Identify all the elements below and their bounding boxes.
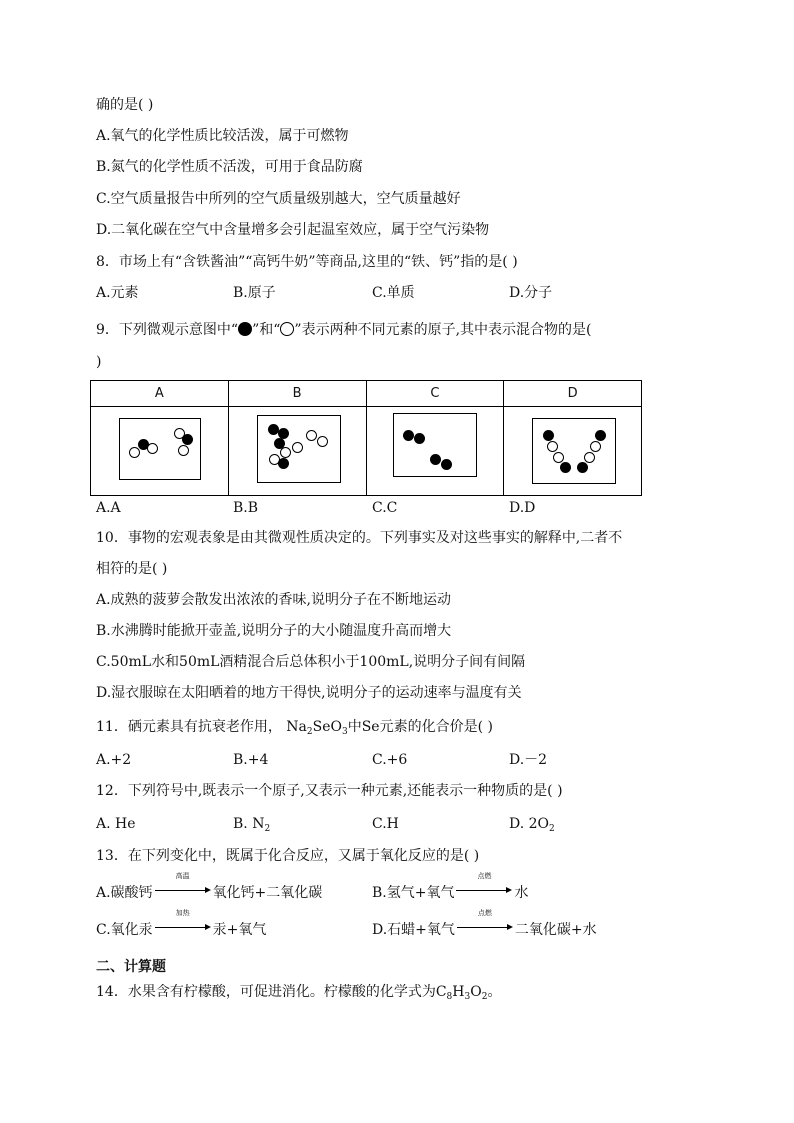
q9-diagram-c: [366, 407, 504, 496]
q9-stem: [96, 320, 591, 340]
q9-option-d: D.D: [509, 500, 536, 516]
q12-b-sub: 2: [264, 824, 271, 834]
q13-a-reactants: A.碳酸钙: [96, 885, 153, 901]
formula-sub-3: 3: [341, 727, 348, 737]
q12-b-prefix: B.: [233, 816, 253, 832]
white-atom-icon: [280, 322, 294, 336]
q11-option-d: D.－2: [509, 752, 548, 768]
formula-h-sub: 3: [464, 992, 471, 1002]
q9-option-b: B.B: [233, 500, 259, 516]
atom-white: [178, 445, 189, 456]
q10-option-b: B.水沸腾时能掀开壶盖,说明分子的大小随温度升高而增大: [96, 623, 452, 639]
q10-option-a: A.成熟的菠萝会散发出浓浓的香味,说明分子在不断地运动: [96, 592, 452, 608]
q11-stem-pre: 11．硒元素具有抗衰老作用，: [96, 719, 282, 735]
diagram-d-box: [532, 418, 616, 484]
q11-option-b: B.+4: [233, 752, 269, 768]
atom-black: [595, 430, 606, 441]
q13-a-products: 氧化钙+二氧化碳: [212, 885, 323, 901]
formula-na: Na: [286, 719, 307, 735]
q12-d-prefix: D.: [509, 816, 529, 832]
q9-stem-close: ): [96, 354, 102, 370]
q13-b-products: 水: [514, 885, 529, 901]
q7-option-b: B.氮气的化学性质不活泼，可用于食品防腐: [96, 159, 363, 175]
atom-white: [590, 441, 601, 452]
q9-stem-post: ”表示两种不同元素的原子,其中表示混合物的是(: [294, 322, 592, 338]
q11-stem: [96, 717, 493, 742]
atom-white: [292, 442, 303, 453]
atom-white: [547, 441, 558, 452]
q11-option-c: C.+6: [372, 752, 408, 768]
formula-c-sub: 8: [446, 992, 453, 1002]
formula-h: H: [452, 984, 465, 1000]
q7-option-c: C.空气质量报告中所列的空气质量级别越大，空气质量越好: [96, 191, 461, 207]
atom-black: [403, 430, 414, 441]
q9-diagram-a: [91, 407, 229, 496]
q13-b-reactants: B.氢气+氧气: [372, 885, 455, 901]
reaction-arrow-icon: [457, 909, 513, 932]
formula-sub-2: 2: [306, 727, 313, 737]
q10-option-d: D.湿衣服晾在太阳晒着的地方干得快,说明分子的运动速率与温度有关: [96, 685, 522, 701]
atom-white: [280, 447, 291, 458]
atom-black: [278, 458, 289, 469]
atom-black: [543, 430, 554, 441]
q12-option-b: [233, 814, 270, 839]
q13-d-products: 二氧化碳+水: [514, 922, 597, 938]
q13-c-condition: 加热: [175, 909, 190, 917]
reaction-arrow-icon: [155, 872, 211, 895]
atom-black: [414, 433, 425, 444]
q7-stem-tail: 确的是( ): [96, 97, 154, 113]
atom-black: [560, 462, 571, 473]
q8-option-b: B.原子: [233, 285, 276, 301]
atom-white: [306, 430, 317, 441]
q8-option-d: D.分子: [509, 285, 553, 301]
q7-option-d: D.二氧化碳在空气中含量增多会引起温室效应，属于空气污染物: [96, 222, 490, 238]
q14-stem: [96, 982, 501, 1007]
q13-option-d: [372, 909, 597, 940]
atom-black: [182, 434, 193, 445]
q10-stem-line1: 10．事物的宏观表象是由其微观性质决定的。下列事实及对这些事实的解释中,二者不: [96, 530, 623, 546]
q9-diagram-table: [90, 380, 642, 496]
formula-o: O: [470, 984, 482, 1000]
q13-a-condition: 高温: [175, 872, 190, 880]
q14-formula: [436, 984, 488, 1000]
section-title-calculation: 二、计算题: [96, 959, 166, 975]
q9-diagram-d: [504, 407, 642, 496]
q9-header-d: D: [504, 381, 642, 407]
q13-c-reactants: C.氧化汞: [96, 922, 153, 938]
q12-option-c: C.H: [372, 816, 399, 832]
formula-seo: SeO: [312, 719, 342, 735]
q9-stem-pre: 9．下列微观示意图中“: [96, 322, 239, 338]
q13-b-condition: 点燃: [477, 872, 492, 880]
q12-d-sub: 2: [549, 824, 555, 834]
q9-header-a: A: [91, 381, 229, 407]
q8-option-a: A.元素: [96, 285, 139, 301]
q12-stem: 12．下列符号中,既表示一个原子,又表示一种元素,还能表示一种物质的是( ): [96, 783, 563, 799]
q12-b-symbol: N: [252, 816, 265, 832]
diagram-b-box: [257, 415, 341, 483]
q14-stem-post: 。: [487, 984, 502, 1000]
atom-black: [430, 454, 441, 465]
atom-white: [317, 436, 328, 447]
reaction-arrow-icon: [456, 872, 512, 895]
q13-option-a: [96, 872, 323, 903]
reaction-arrow-icon: [155, 909, 211, 932]
formula-c: C: [435, 984, 447, 1000]
q8-stem: 8．市场上有“含铁酱油”“高钙牛奶”等商品,这里的“铁、钙”指的是( ): [96, 254, 518, 270]
diagram-a-box: [119, 418, 201, 480]
atom-white: [584, 452, 595, 463]
q13-stem: 13．在下列变化中，既属于化合反应，又属于氧化反应的是( ): [96, 848, 480, 864]
q9-stem-mid: ”和“: [252, 322, 281, 338]
diagram-c-box: [393, 413, 477, 477]
q10-option-c: C.50mL水和50mL酒精混合后总体积小于100mL,说明分子间有间隔: [96, 654, 526, 670]
q9-header-c: C: [366, 381, 504, 407]
q13-c-products: 汞+氧气: [212, 922, 267, 938]
atom-white: [129, 447, 140, 458]
q12-d-symbol: 2O: [528, 816, 550, 832]
q13-option-b: [372, 872, 529, 903]
black-atom-icon: [238, 322, 252, 336]
q13-d-reactants: D.石蜡+氧气: [372, 922, 455, 938]
q9-option-a: A.A: [96, 500, 121, 516]
q9-diagram-b: [228, 407, 366, 496]
q12-option-d: [509, 814, 555, 839]
q11-option-a: A.+2: [96, 752, 132, 768]
q7-option-a: A.氧气的化学性质比较活泼，属于可燃物: [96, 128, 349, 144]
formula-o-sub: 2: [481, 992, 488, 1002]
atom-black: [441, 459, 452, 470]
q8-option-c: C.单质: [372, 285, 415, 301]
q14-stem-pre: 14．水果含有柠檬酸，可促进消化。柠檬酸的化学式为: [96, 984, 436, 1000]
q11-formula: [286, 719, 347, 735]
q9-option-c: C.C: [372, 500, 398, 516]
atom-white: [147, 443, 158, 454]
q12-option-a: A. He: [96, 816, 136, 832]
atom-black: [577, 462, 588, 473]
q11-stem-post: 中Se元素的化合价是( ): [347, 719, 493, 735]
q10-stem-line2: 相符的是( ): [96, 561, 168, 577]
q13-d-condition: 点燃: [477, 909, 492, 917]
q13-option-c: [96, 909, 267, 940]
q9-header-b: B: [228, 381, 366, 407]
